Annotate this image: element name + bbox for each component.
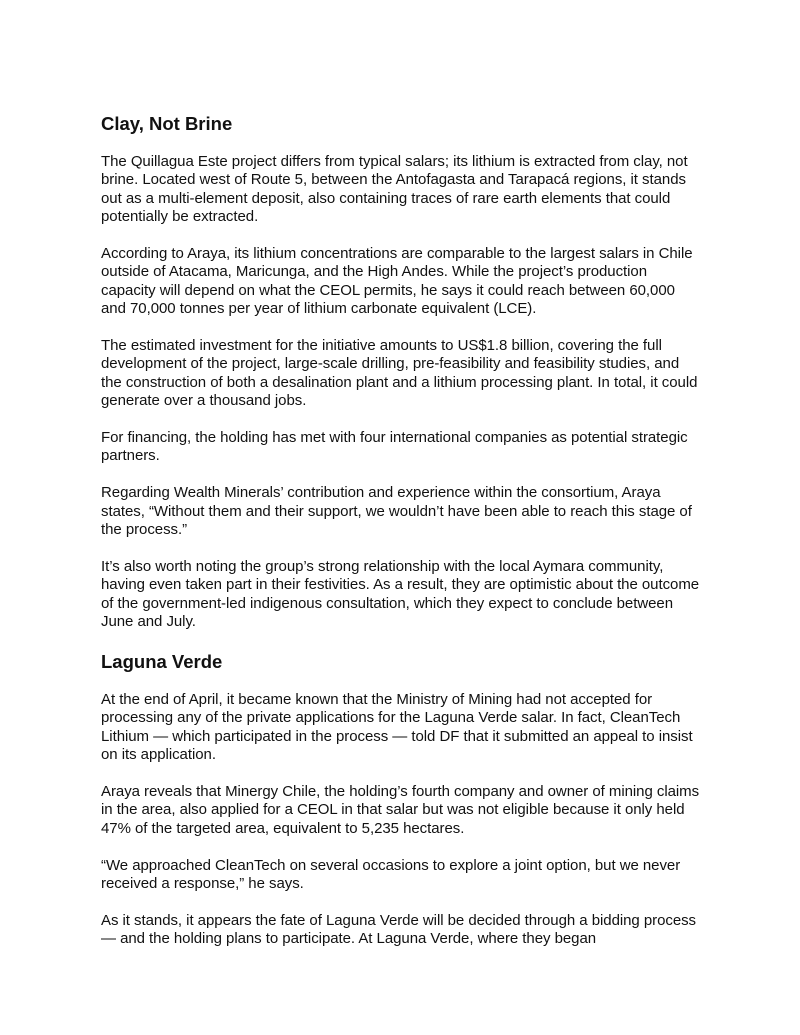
paragraph: The Quillagua Este project differs from typical salars; its lithium is extracted from clay, not brine. Located west of Route 5, between the Antofagasta and Tarapacá regions, it stands out as a multi-element deposit, also containing traces of rare earth elements that could potentially be extracted. <box>101 153 688 226</box>
paragraph: For financing, the holding has met with four international companies as potential strategic partners. <box>101 429 688 465</box>
paragraph: As it stands, it appears the fate of Laguna Verde will be decided through a bidding process — and the holding plans to participate. At Laguna Verde, where they began <box>101 911 697 948</box>
paragraph: At the end of April, it became known that the Ministry of Mining had not accepted for processing any of the private applications for the Laguna Verde salar. In fact, CleanTech Lithium — which participated in the process — told DF that it submitted an appeal to insist on its application. <box>101 690 693 764</box>
paragraph: It’s also worth noting the group’s strong relationship with the local Aymara community, having even taken part in their festivities. As a result, they are optimistic about the outcome of the government-led indigenous consultation, which they expect to conclude between June and July. <box>101 557 700 631</box>
section-heading-laguna-verde: Laguna Verde <box>101 650 223 672</box>
paragraph: The estimated investment for the initiative amounts to US$1.8 billion, covering the full development of the project, large-scale drilling, pre-feasibility and feasibility studies, and the construction of both a desalination plant and a lithium processing plant. In total, it could generate over a thousand jobs. <box>101 337 698 410</box>
paragraph: According to Araya, its lithium concentrations are comparable to the largest salars in Chile outside of Atacama, Maricunga, and the High Andes. While the project’s production capacity will depend on what the CEOL permits, he says it could reach between 60,000 and 70,000 tonnes per year of lithium carbonate equivalent (LCE). <box>101 245 693 318</box>
paragraph: Regarding Wealth Minerals’ contribution and experience within the consortium, Araya states, “Without them and their support, we wouldn’t have been able to reach this stage of the process.” <box>101 484 692 539</box>
section-heading-clay-not-brine: Clay, Not Brine <box>101 113 233 134</box>
paragraph: “We approached CleanTech on several occasions to explore a joint option, but we never received a response,” he says. <box>101 856 681 892</box>
paragraph: Araya reveals that Minergy Chile, the holding’s fourth company and owner of mining claims in the area, also applied for a CEOL in that salar but was not eligible because it only held 47% of the targeted area, equivalent to 5,235 hectares. <box>101 782 700 837</box>
document-page <box>101 112 701 967</box>
